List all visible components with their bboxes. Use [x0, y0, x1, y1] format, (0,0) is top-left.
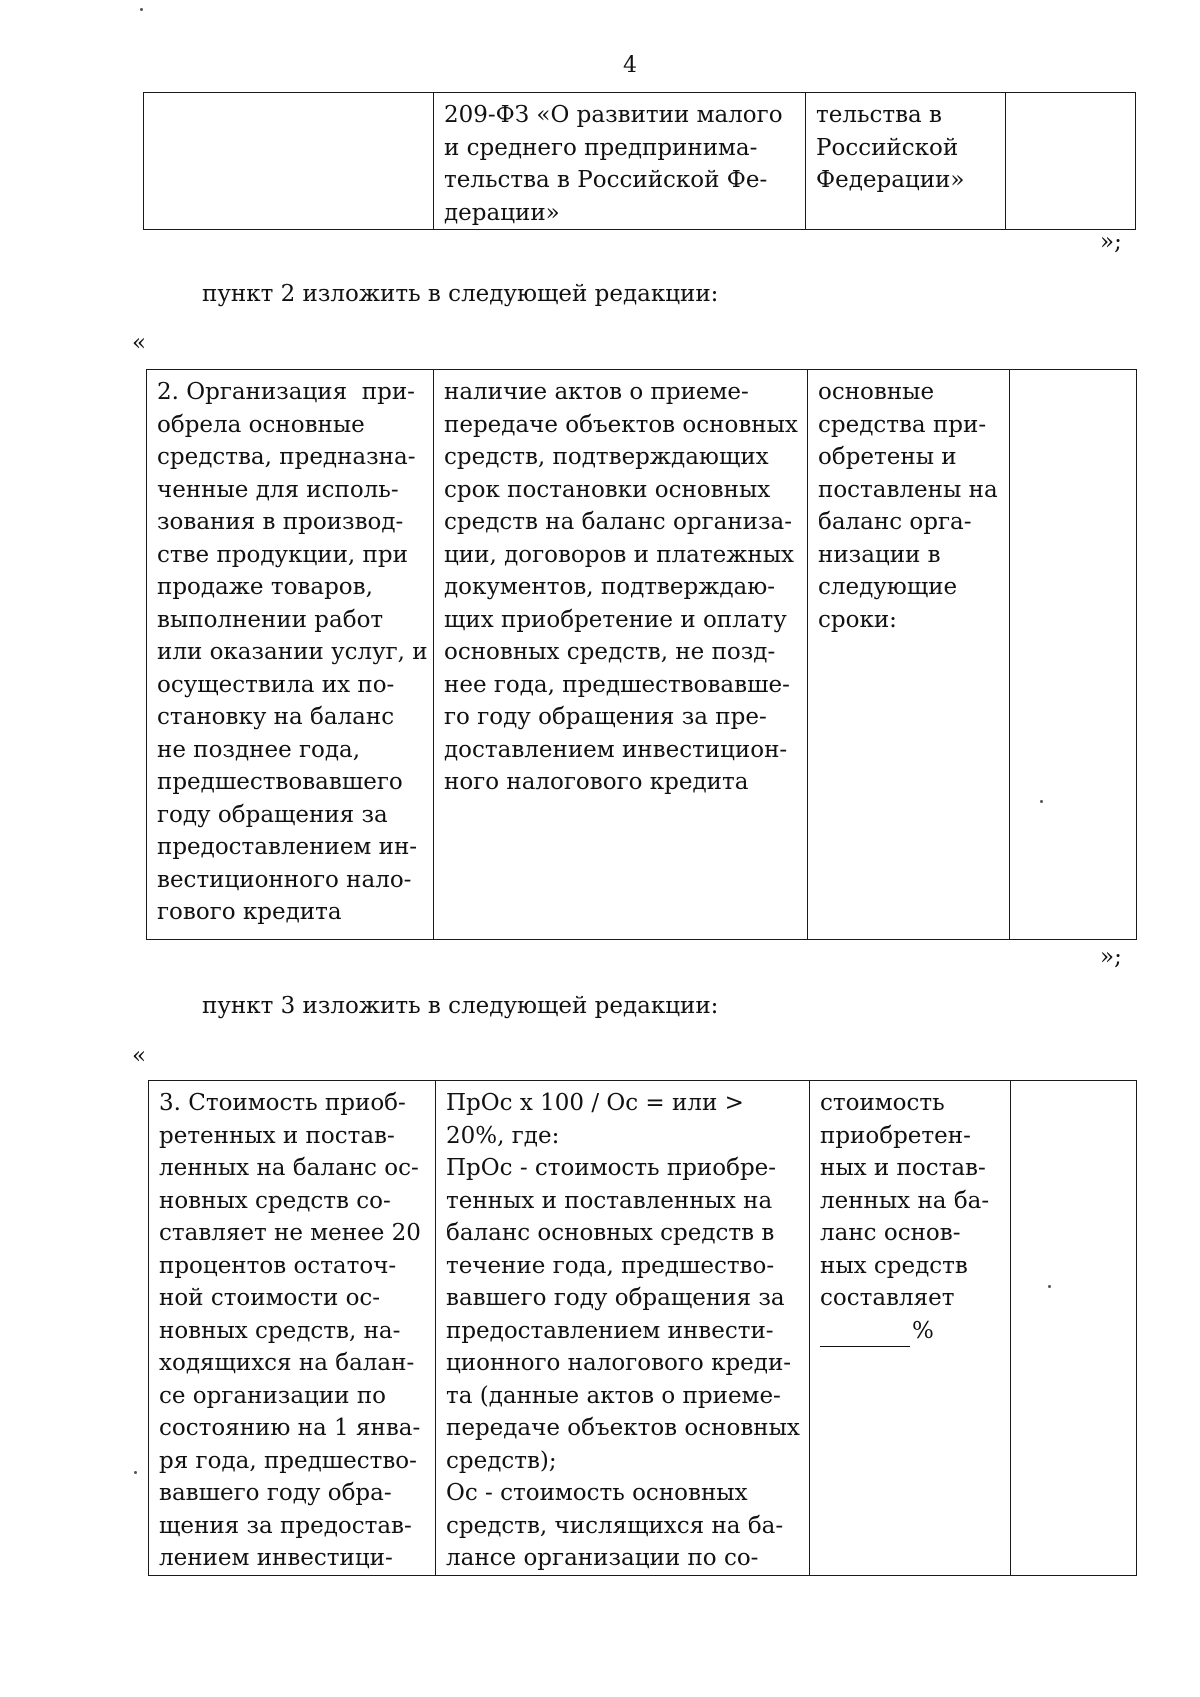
scan-speck: [140, 8, 143, 11]
text-line: та (данные актов о приеме-: [446, 1382, 781, 1409]
text-line: не позднее года,: [157, 736, 361, 763]
text-line: обретены и: [818, 444, 957, 470]
text-line: сроки:: [818, 606, 897, 633]
text-line: предшествовавшего: [157, 769, 403, 795]
text-line: ной стоимости ос-: [159, 1285, 381, 1311]
text-line: вавшего году обращения за: [446, 1285, 785, 1311]
text-line: ланс основ-: [820, 1220, 961, 1246]
text-line: становку на баланс: [157, 704, 395, 730]
table-continuation-cell-2: [434, 93, 806, 230]
text-line: средств, числящихся на ба-: [446, 1512, 784, 1539]
text-line: основные: [818, 379, 935, 405]
text-line: средств);: [446, 1447, 557, 1474]
table-continuation-cell-1: [144, 93, 434, 230]
text-line: вестиционного нало-: [157, 866, 412, 893]
text-line: Российской: [816, 134, 959, 161]
table-item-2-cell-1: [147, 370, 434, 940]
text-line: наличие актов о приеме-: [444, 379, 749, 405]
table-item-3-cell-2: [436, 1081, 810, 1576]
text-line: новных средств, на-: [159, 1317, 401, 1344]
text-line: ленных на ба-: [820, 1187, 990, 1214]
text-line: зования в производ-: [157, 509, 404, 535]
text-line: основных средств, не позд-: [444, 639, 776, 665]
text-line: срок постановки основных: [444, 476, 771, 503]
table-item-2-cell-4: [1010, 370, 1137, 940]
table-item-3: [148, 1080, 1137, 1576]
text-line: ченные для исполь-: [157, 476, 399, 503]
text-line: документов, подтверждаю-: [444, 574, 776, 600]
text-line: ного налогового кредита: [444, 769, 749, 795]
text-line: средств, подтверждающих: [444, 444, 769, 470]
text-line: ставляет не менее 20: [159, 1220, 421, 1246]
text-line: нее года, предшествовавше-: [444, 671, 790, 698]
text-line: 20%, где:: [446, 1122, 560, 1149]
text-line: доставлением инвестицион-: [444, 736, 788, 763]
text-line: стоимость: [820, 1090, 945, 1116]
table-continuation-cell-3: [806, 93, 1006, 230]
text-line: тельства в Российской Фе-: [444, 167, 768, 193]
text-line: ПрОс х 100 / Ос = или >: [446, 1090, 744, 1116]
text-line: 209-ФЗ «О развитии малого: [444, 102, 783, 128]
text-line: средства, предназна-: [157, 444, 416, 470]
scan-speck: [134, 1471, 137, 1474]
text-line: стве продукции, при: [157, 541, 408, 568]
text-line: вавшего году обра-: [159, 1480, 392, 1506]
text-line: средства при-: [818, 411, 987, 438]
text-line: году обращения за: [157, 801, 388, 828]
text-line: новных средств со-: [159, 1187, 391, 1214]
table-item-2-cell-3: [808, 370, 1010, 940]
table-item-2: [146, 369, 1137, 940]
text-line: лансе организации по со-: [446, 1545, 759, 1571]
text-line: 2. Организация при-: [157, 379, 415, 405]
text-line: лением инвестици-: [159, 1545, 393, 1571]
text-line: передаче объектов основных: [446, 1415, 800, 1441]
text-line: Федерации»: [816, 167, 965, 193]
text-line: приобретен-: [820, 1122, 971, 1149]
text-line: процентов остаточ-: [159, 1252, 397, 1279]
text-line: средств на баланс организа-: [444, 509, 793, 535]
table-continuation-cell-4: [1006, 93, 1136, 230]
scan-speck: [1040, 800, 1043, 803]
text-line: осуществила их по-: [157, 671, 395, 698]
opening-quote: «: [132, 1043, 147, 1069]
text-line: низации в: [818, 541, 941, 568]
text-line: предоставлением ин-: [157, 834, 418, 860]
page-number: 4: [623, 53, 637, 78]
table-item-3-cell-1: [149, 1081, 436, 1576]
text-line: течение года, предшество-: [446, 1252, 775, 1279]
text-line: ных и постав-: [820, 1155, 986, 1181]
text-line: 3. Стоимость приоб-: [159, 1090, 406, 1116]
closing-quote: »;: [1100, 229, 1122, 255]
text-line: предоставлением инвести-: [446, 1317, 774, 1344]
text-line: поставлены на: [818, 476, 998, 503]
text-line: ретенных и постав-: [159, 1122, 395, 1149]
text-line: дерации»: [444, 199, 560, 226]
text-line: тельства в: [816, 102, 942, 128]
text-line: или оказании услуг, и: [157, 639, 428, 665]
text-line: гового кредита: [157, 899, 342, 925]
text-line: продаже товаров,: [157, 574, 373, 600]
percent-field: [820, 1315, 1000, 1348]
text-line: Ос - стоимость основных: [446, 1480, 748, 1506]
text-line: ходящихся на балан-: [159, 1350, 415, 1376]
text-line: следующие: [818, 574, 958, 600]
text-line: щения за предостав-: [159, 1512, 412, 1539]
table-continuation: [143, 92, 1136, 230]
paragraph-item-3: пункт 3 изложить в следующей редакции:: [202, 993, 719, 1019]
text-line: выполнении работ: [157, 606, 384, 633]
text-line: ции, договоров и платежных: [444, 541, 794, 568]
text-line: и среднего предпринима-: [444, 134, 758, 161]
text-line: тенных и поставленных на: [446, 1187, 773, 1214]
text-line: баланс основных средств в: [446, 1220, 775, 1246]
table-item-2-cell-2: [434, 370, 808, 940]
blank-underline: [820, 1322, 910, 1347]
table-item-3-cell-3: [810, 1081, 1011, 1576]
text-line: ленных на баланс ос-: [159, 1155, 419, 1181]
text-line: баланс орга-: [818, 509, 972, 535]
text-line: се организации по: [159, 1382, 386, 1409]
text-line: ПрОс - стоимость приобре-: [446, 1155, 777, 1181]
text-line: состоянию на 1 янва-: [159, 1415, 421, 1441]
text-line: го году обращения за пре-: [444, 704, 767, 730]
scan-speck: [1048, 1285, 1051, 1288]
opening-quote: «: [132, 330, 147, 356]
closing-quote: »;: [1100, 944, 1122, 970]
text-line: ных средств: [820, 1252, 968, 1279]
text-line: составляет: [820, 1285, 955, 1311]
paragraph-item-2: пункт 2 изложить в следующей редакции:: [202, 281, 719, 307]
text-line: обрела основные: [157, 411, 365, 438]
table-item-3-cell-4: [1011, 1081, 1137, 1576]
percent-sign: %: [912, 1317, 934, 1344]
text-line: ря года, предшество-: [159, 1447, 417, 1474]
text-line: ционного налогового креди-: [446, 1350, 792, 1376]
text-line: передаче объектов основных: [444, 411, 798, 438]
text-line: щих приобретение и оплату: [444, 606, 787, 633]
